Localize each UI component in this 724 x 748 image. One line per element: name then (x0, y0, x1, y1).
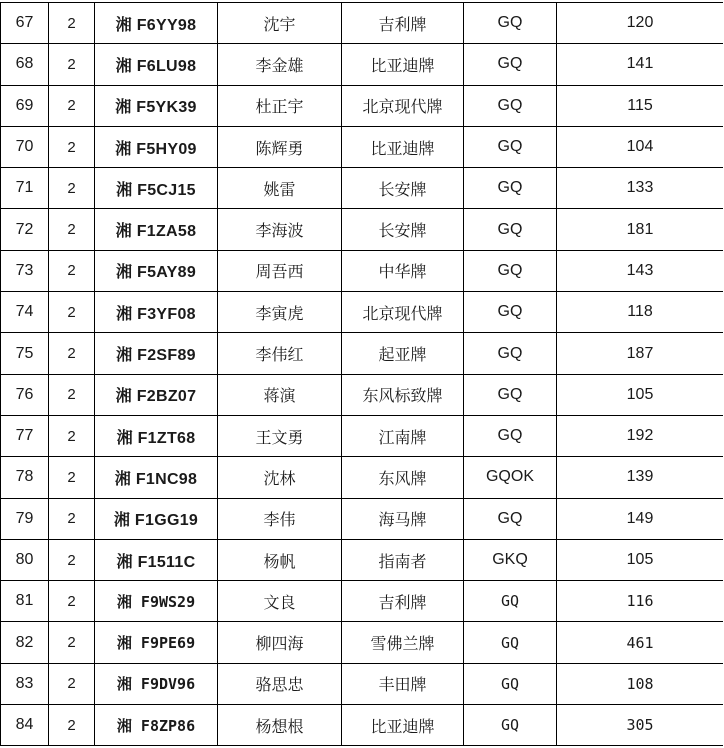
plate-number-cell: 湘 F1NC98 (95, 457, 218, 498)
type-code-cell: GQ (464, 292, 557, 333)
vehicle-brand-cell: 指南者 (342, 539, 464, 580)
table-row (1, 333, 724, 374)
type-code-cell: GQ (464, 498, 557, 539)
owner-name-cell: 蒋演 (218, 374, 342, 415)
vehicle-brand-cell: 江南牌 (342, 415, 464, 456)
row-number-cell: 68 (1, 44, 49, 85)
table-row (1, 581, 724, 622)
class-cell: 2 (49, 374, 95, 415)
table-row (1, 209, 724, 250)
table-row (1, 498, 724, 539)
value-cell: 105 (557, 539, 724, 580)
plate-number-cell: 湘 F2SF89 (95, 333, 218, 374)
value-cell: 149 (557, 498, 724, 539)
table-row (1, 250, 724, 291)
row-number-cell: 80 (1, 539, 49, 580)
class-cell: 2 (49, 663, 95, 704)
owner-name-cell: 杨帆 (218, 539, 342, 580)
row-number-cell: 70 (1, 126, 49, 167)
plate-number-cell: 湘 F9WS29 (95, 581, 218, 622)
class-cell: 2 (49, 415, 95, 456)
value-cell: 461 (557, 622, 724, 663)
plate-number-cell: 湘 F1511C (95, 539, 218, 580)
type-code-cell: GQ (464, 44, 557, 85)
row-number-cell: 81 (1, 581, 49, 622)
owner-name-cell: 沈林 (218, 457, 342, 498)
class-cell: 2 (49, 85, 95, 126)
value-cell: 105 (557, 374, 724, 415)
class-cell: 2 (49, 250, 95, 291)
row-number-cell: 79 (1, 498, 49, 539)
type-code-cell: GQ (464, 85, 557, 126)
owner-name-cell: 周吾西 (218, 250, 342, 291)
row-number-cell: 69 (1, 85, 49, 126)
row-number-cell: 73 (1, 250, 49, 291)
owner-name-cell: 柳四海 (218, 622, 342, 663)
plate-number-cell: 湘 F5HY09 (95, 126, 218, 167)
row-number-cell: 77 (1, 415, 49, 456)
row-number-cell: 76 (1, 374, 49, 415)
vehicle-brand-cell: 比亚迪牌 (342, 44, 464, 85)
vehicle-brand-cell: 海马牌 (342, 498, 464, 539)
type-code-cell: GQ (464, 581, 557, 622)
class-cell: 2 (49, 333, 95, 374)
plate-number-cell: 湘 F2BZ07 (95, 374, 218, 415)
plate-number-cell: 湘 F1GG19 (95, 498, 218, 539)
value-cell: 118 (557, 292, 724, 333)
table-row (1, 663, 724, 704)
class-cell: 2 (49, 498, 95, 539)
plate-number-cell: 湘 F3YF08 (95, 292, 218, 333)
vehicle-table (0, 2, 723, 746)
row-number-cell: 82 (1, 622, 49, 663)
value-cell: 187 (557, 333, 724, 374)
vehicle-brand-cell: 丰田牌 (342, 663, 464, 704)
row-number-cell: 78 (1, 457, 49, 498)
owner-name-cell: 姚雷 (218, 168, 342, 209)
value-cell: 133 (557, 168, 724, 209)
class-cell: 2 (49, 168, 95, 209)
owner-name-cell: 陈辉勇 (218, 126, 342, 167)
class-cell: 2 (49, 209, 95, 250)
table-row (1, 622, 724, 663)
plate-number-cell: 湘 F9DV96 (95, 663, 218, 704)
value-cell: 116 (557, 581, 724, 622)
owner-name-cell: 李金雄 (218, 44, 342, 85)
owner-name-cell: 杜正宇 (218, 85, 342, 126)
table-row (1, 44, 724, 85)
value-cell: 104 (557, 126, 724, 167)
type-code-cell: GQ (464, 622, 557, 663)
plate-number-cell: 湘 F9PE69 (95, 622, 218, 663)
plate-number-cell: 湘 F5AY89 (95, 250, 218, 291)
owner-name-cell: 李寅虎 (218, 292, 342, 333)
type-code-cell: GKQ (464, 539, 557, 580)
type-code-cell: GQ (464, 415, 557, 456)
vehicle-brand-cell: 起亚牌 (342, 333, 464, 374)
type-code-cell: GQ (464, 333, 557, 374)
owner-name-cell: 李伟红 (218, 333, 342, 374)
value-cell: 115 (557, 85, 724, 126)
plate-number-cell: 湘 F1ZA58 (95, 209, 218, 250)
vehicle-brand-cell: 吉利牌 (342, 3, 464, 44)
row-number-cell: 75 (1, 333, 49, 374)
vehicle-brand-cell: 比亚迪牌 (342, 705, 464, 746)
value-cell: 141 (557, 44, 724, 85)
value-cell: 181 (557, 209, 724, 250)
value-cell: 305 (557, 705, 724, 746)
class-cell: 2 (49, 539, 95, 580)
plate-number-cell: 湘 F5YK39 (95, 85, 218, 126)
type-code-cell: GQOK (464, 457, 557, 498)
vehicle-brand-cell: 北京现代牌 (342, 292, 464, 333)
vehicle-brand-cell: 长安牌 (342, 168, 464, 209)
owner-name-cell: 李伟 (218, 498, 342, 539)
table-row (1, 374, 724, 415)
row-number-cell: 67 (1, 3, 49, 44)
type-code-cell: GQ (464, 209, 557, 250)
vehicle-brand-cell: 中华牌 (342, 250, 464, 291)
table-row (1, 292, 724, 333)
row-number-cell: 84 (1, 705, 49, 746)
class-cell: 2 (49, 705, 95, 746)
type-code-cell: GQ (464, 374, 557, 415)
value-cell: 108 (557, 663, 724, 704)
table-row (1, 457, 724, 498)
value-cell: 143 (557, 250, 724, 291)
table-row (1, 3, 724, 44)
type-code-cell: GQ (464, 705, 557, 746)
row-number-cell: 74 (1, 292, 49, 333)
vehicle-brand-cell: 吉利牌 (342, 581, 464, 622)
plate-number-cell: 湘 F6LU98 (95, 44, 218, 85)
class-cell: 2 (49, 292, 95, 333)
type-code-cell: GQ (464, 168, 557, 209)
vehicle-brand-cell: 雪佛兰牌 (342, 622, 464, 663)
plate-number-cell: 湘 F5CJ15 (95, 168, 218, 209)
value-cell: 192 (557, 415, 724, 456)
vehicle-brand-cell: 北京现代牌 (342, 85, 464, 126)
owner-name-cell: 文良 (218, 581, 342, 622)
row-number-cell: 72 (1, 209, 49, 250)
owner-name-cell: 骆思忠 (218, 663, 342, 704)
class-cell: 2 (49, 622, 95, 663)
owner-name-cell: 王文勇 (218, 415, 342, 456)
owner-name-cell: 杨想根 (218, 705, 342, 746)
class-cell: 2 (49, 457, 95, 498)
table-row (1, 705, 724, 746)
plate-number-cell: 湘 F1ZT68 (95, 415, 218, 456)
table-body (1, 3, 724, 746)
vehicle-brand-cell: 东风牌 (342, 457, 464, 498)
owner-name-cell: 李海波 (218, 209, 342, 250)
table-row (1, 415, 724, 456)
type-code-cell: GQ (464, 250, 557, 291)
vehicle-brand-cell: 东风标致牌 (342, 374, 464, 415)
class-cell: 2 (49, 126, 95, 167)
table-row (1, 168, 724, 209)
plate-number-cell: 湘 F8ZP86 (95, 705, 218, 746)
vehicle-brand-cell: 比亚迪牌 (342, 126, 464, 167)
type-code-cell: GQ (464, 3, 557, 44)
type-code-cell: GQ (464, 663, 557, 704)
table-row (1, 539, 724, 580)
class-cell: 2 (49, 44, 95, 85)
vehicle-brand-cell: 长安牌 (342, 209, 464, 250)
table-row (1, 85, 724, 126)
value-cell: 139 (557, 457, 724, 498)
plate-number-cell: 湘 F6YY98 (95, 3, 218, 44)
value-cell: 120 (557, 3, 724, 44)
row-number-cell: 83 (1, 663, 49, 704)
type-code-cell: GQ (464, 126, 557, 167)
class-cell: 2 (49, 581, 95, 622)
row-number-cell: 71 (1, 168, 49, 209)
class-cell: 2 (49, 3, 95, 44)
table-row (1, 126, 724, 167)
owner-name-cell: 沈宇 (218, 3, 342, 44)
